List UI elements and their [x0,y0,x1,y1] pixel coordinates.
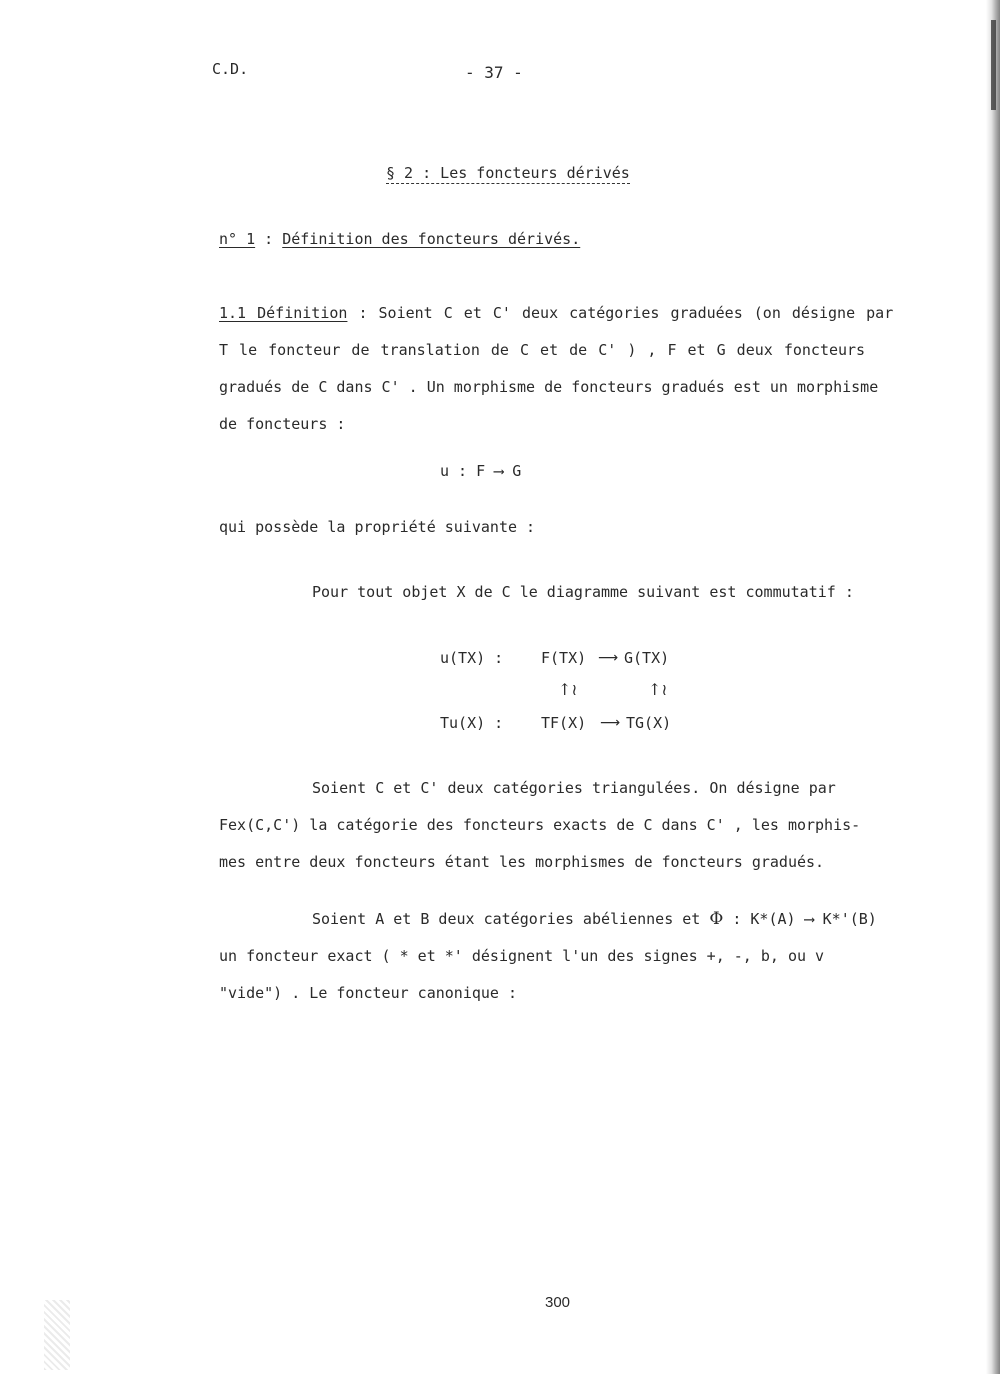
morphism-formula: u : F ⟶ G [440,462,522,480]
subsection-heading [219,230,580,248]
header-initials: C.D. [212,60,249,78]
diagram-vertical-iso-right: ↑≀ [648,680,668,699]
scan-corner-noise [44,1300,70,1370]
subsection-separator: : [264,230,274,248]
diagram-bottom-arrow: ⟶ [600,715,621,731]
paragraph-2-line-3: mes entre deux foncteurs étant les morphismes de foncteurs gradués. [219,853,825,871]
paragraph-2-line-2: Fex(C,C') la catégorie des foncteurs exacts de C dans C' , les morphis- [219,816,861,834]
paragraph-3-prefix: Soient A et B deux catégories abéliennes et [312,910,701,928]
definition-text-1: : Soient C et C' deux catégories graduées (on désigne par [358,304,894,322]
diagram-bottom-left: TF(X) [541,714,587,732]
paragraph-3-line-3: "vide") . Le foncteur canonique : [219,984,518,1002]
paragraph-2-line-1: Soient C et C' deux catégories triangulées. On désigne par [312,779,836,797]
definition-label: 1.1 Définition [219,304,348,322]
paragraph-3-suffix: : K*(A) ⟶ K*'(B) [732,910,877,928]
property-intro: qui possède la propriété suivante : [219,518,536,536]
subsection-number: n° 1 [219,230,256,248]
diagram-top-label: u(TX) : [440,649,504,667]
paragraph-3-line-1 [312,910,877,928]
diagram-bottom-right: TG(X) [626,714,672,732]
definition-line-4: de foncteurs : [219,415,346,433]
diagram-intro: Pour tout objet X de C le diagramme suivant est commutatif : [312,583,854,601]
definition-line-1 [219,304,893,322]
paragraph-3-line-2: un foncteur exact ( * et *' désignent l'un des signes +, -, b, ou v [219,947,825,965]
section-title: § 2 : Les foncteurs dérivés [386,164,630,182]
diagram-vertical-iso-left: ↑≀ [558,680,578,699]
folio-number: 300 [545,1294,571,1311]
diagram-top-right: G(TX) [624,649,670,667]
diagram-bottom-label: Tu(X) : [440,714,504,732]
phi-symbol: Φ [709,909,724,929]
definition-line-2: T le foncteur de translation de C et de C' ) , F et G deux foncteurs [219,341,866,359]
page-number: - 37 - [465,63,523,82]
scan-edge-mark [991,20,996,110]
scan-edge-shadow [986,0,1000,1374]
diagram-top-left: F(TX) [541,649,587,667]
definition-line-3: gradués de C dans C' . Un morphisme de foncteurs gradués est un morphisme [219,378,879,396]
subsection-title: Définition des foncteurs dérivés. [282,230,581,248]
diagram-top-arrow: ⟶ [598,650,619,666]
